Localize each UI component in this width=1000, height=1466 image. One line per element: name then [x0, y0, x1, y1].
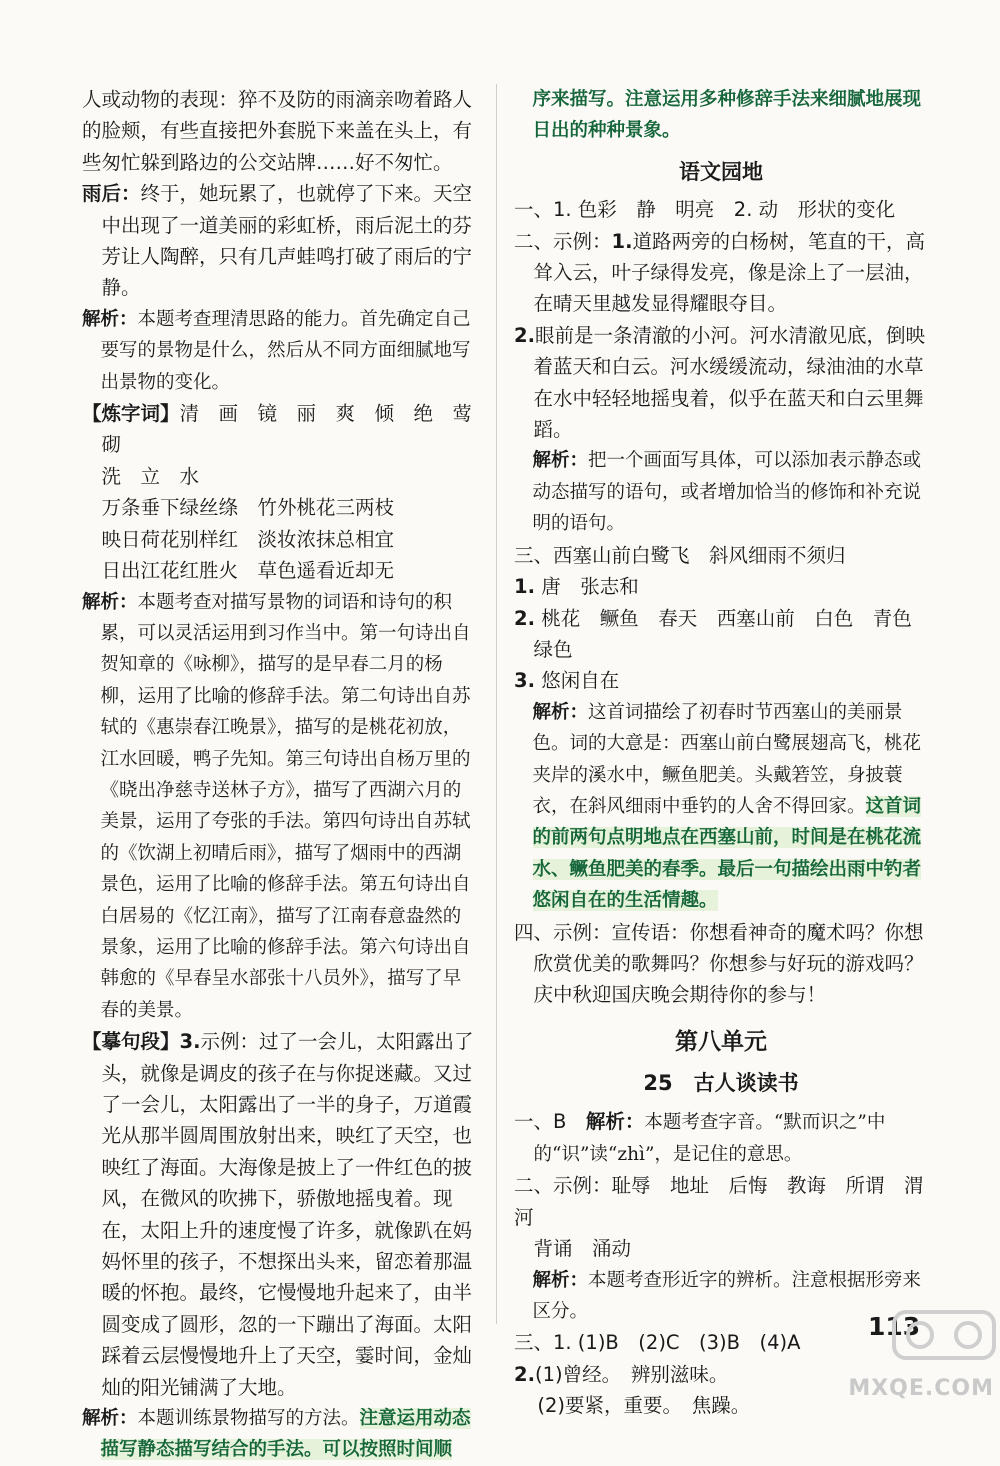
answer-paragraph [514, 320, 928, 446]
poem-line: 日出江花红胜火 草色遥看近却无 [101, 559, 395, 583]
watermark-logo [848, 1306, 1000, 1407]
answer-head: 二、示例： [514, 229, 612, 253]
answer-paragraph: 人或动物的表现：猝不及防的雨滴亲吻着路人的脸颊，有些直接把外套脱下来盖在头上，有些匆忙躲到路边的公交站牌……好不匆忙。 [82, 88, 473, 174]
answer-text: 眼前是一条清澈的小河。河水清澈见底，倒映着蓝天和白云。河水缓缓流动，绿油油的水草在水中轻轻地摇曳着，似乎在蓝天和白云里舞蹈。 [533, 323, 925, 442]
answer-line: 二、示例：耻辱 地址 后悔 教诲 所谓 渭河 [514, 1174, 924, 1229]
label-yuhou: 雨后： [82, 182, 141, 206]
analysis-label: 解析： [82, 308, 138, 330]
answer-text: 唐 张志和 [541, 575, 639, 599]
analysis-label: 解析： [82, 1408, 138, 1430]
answer-line: 三、西塞山前白鹭飞 斜风细雨不须归 [514, 543, 846, 567]
poem-line: 映日荷花别样红 淡妆浓抹总相宜 [101, 527, 395, 551]
analysis-label: 解析： [82, 591, 138, 613]
analysis-text: 本题考查理清思路的能力。首先确定自己要写的景物是什么，然后从不同方面细腻地写出景物的变化。 [100, 308, 471, 393]
answer-paragraph [82, 178, 478, 304]
answer-text: 悠闲自在 [541, 669, 620, 693]
analysis-paragraph [514, 445, 928, 539]
mojuduan-text: 示例：过了一会儿，太阳露出了头，就像是调皮的孩子在与你捉迷藏。又过了一会儿，太阳露出了一半的身子，万道霞光从那半圆周围放射出来，映红了天空，也映红了海面。大海像是披上了一件红色的披风，在微风的吹拂下，骄傲地摇曳着。现在，太阳上升的速度慢了许多，就像趴在妈妈怀里的孩子，不想探出头来，留恋着那温暖的怀抱。最终，它慢慢地升起来了，由半圆变成了圆形，忽的一下蹦出了海面。太阳踩着云层慢慢地升上了天空，霎时间，金灿灿的阳光铺满了大地。 [101, 1030, 474, 1399]
answer-text: 道路两旁的白杨树，笔直的干，高耸入云，叶子绿得发亮，像是涂上了一层油，在晴天里越发显得耀眼夺目。 [533, 229, 926, 316]
left-column [82, 84, 492, 1466]
answer-paragraph: 四、示例：宣传语：你想看神奇的魔术吗？你想欣赏优美的歌舞吗？你想参与好玩的游戏吗？庆中秋迎国庆晚会期待你的参与！ [514, 920, 924, 1007]
lianzici-line: 清 画 镜 丽 爽 倾 绝 莺 砌 [101, 402, 492, 457]
analysis-paragraph [82, 587, 478, 1027]
analysis-text: 这首词描绘了初春时节西塞山的美丽景色。词的大意是：西塞山前白鹭展翅高飞，桃花夹岸的溪水中，鳜鱼肥美。头戴箬笠，身披蓑衣，在斜风细雨中垂钓的人舍不得回家。 [532, 701, 922, 817]
highlighted-text: 注意运用动态描写静态描写结合的手法。可以按照时间顺 [100, 1408, 471, 1461]
answer-line [514, 665, 928, 696]
item-number: 2. [514, 606, 535, 630]
watermark-text: MXQE.COM [848, 1376, 994, 1401]
lianzici-line: 洗 立 水 [101, 464, 200, 488]
item-number: 3. [179, 1030, 201, 1054]
poem-line: 万条垂下绿丝绦 竹外桃花三两枝 [101, 496, 395, 520]
column-divider [496, 84, 497, 1324]
item-number: 3. [514, 669, 535, 693]
item-number: 2. [514, 323, 535, 347]
analysis-text: 本题考查字音。“默而识之”中的“识”读“zhì”，是记住的意思。 [533, 1111, 886, 1165]
analysis-label: 解析： [532, 450, 589, 472]
analysis-text: 本题训练景物描写的方法。 [137, 1408, 360, 1430]
answer-head: 一、B [514, 1109, 586, 1133]
watermark-icon [890, 1306, 1000, 1366]
analysis-label: 解析： [585, 1109, 645, 1133]
right-column [514, 84, 928, 1422]
answer-line: (2)要紧，重要。 焦躁。 [537, 1394, 751, 1418]
answer-line: 三、1. (1)B (2)C (3)B (4)A [514, 1331, 801, 1355]
analysis-text: 本题考查对描写景物的词语和诗句的积累，可以灵活运用到习作当中。第一句诗出自贺知章的《咏柳》，描写的是早春二月的杨柳，运用了比喻的修辞手法。第二句诗出自苏轼的《惠崇春江晚景》，描写的是桃花初放，江水回暖，鸭子先知。第三句诗出自杨万里的《晓出净慈寺送林子方》，描写了西湖六月的美景，运用了夸张的手法。第四句诗出自苏轼的《饮湖上初晴后雨》，描写了烟雨中的西湖景色，运用了比喻的修辞手法。第五句诗出自白居易的《忆江南》，描写了江南春意盎然的景象，运用了比喻的修辞手法。第六句诗出自韩愈的《早春呈水部张十八员外》，描写了早春的美景。 [100, 591, 471, 1021]
lianzici-label: 【炼字词】 [82, 402, 180, 426]
analysis-text: 本题考查形近字的辨析。注意根据形旁来区分。 [532, 1269, 922, 1323]
lesson-title: 25 古人谈读书 [643, 1071, 799, 1096]
answer-line [514, 603, 928, 634]
analysis-paragraph [82, 304, 478, 398]
answer-paragraph [514, 1106, 928, 1171]
answer-line: 背诵 涌动 [533, 1237, 632, 1261]
analysis-paragraph [514, 697, 928, 917]
answer-line: 绿色 [533, 637, 573, 661]
answer-line: 一、1. 色彩 静 明亮 2. 动 形状的变化 [514, 198, 896, 222]
answer-line [514, 571, 928, 602]
highlighted-text: 这首词的前两句点明地点在西塞山前，时间是在桃花流水、鳜鱼肥美的春季。最后一句描绘出雨中钓者悠闲自在的生活情趣。 [532, 795, 922, 912]
analysis-label: 解析： [532, 701, 589, 723]
item-number: 1. [514, 575, 535, 599]
analysis-continued [514, 84, 928, 147]
page-number: 113 [868, 1312, 921, 1341]
analysis-label: 解析： [532, 1269, 589, 1291]
lianzici-section [82, 398, 492, 461]
highlighted-text: 序来描写。注意运用多种修辞手法来细腻地展现日出的种种景象。 [532, 89, 922, 142]
answer-text: 终于，她玩累了，也就停了下来。天空中出现了一道美丽的彩虹桥，雨后泥土的芬芳让人陶醉，只有几声蛙鸣打破了雨后的宁静。 [101, 182, 473, 300]
mojuduan-label: 【摹句段】 [82, 1030, 180, 1054]
analysis-paragraph [82, 1403, 478, 1466]
mojuduan-section [82, 1026, 478, 1403]
unit-title: 第八单元 [675, 1028, 767, 1055]
answer-text: 桃花 鳜鱼 春天 西塞山前 白色 青色 [541, 606, 912, 630]
item-number: 2. [514, 1362, 535, 1386]
section-title: 语文园地 [679, 159, 763, 184]
analysis-text: 把一个画面写具体，可以添加表示静态或动态描写的语句，或者增加恰当的修饰和补充说明的语句。 [532, 450, 922, 535]
analysis-paragraph [514, 1265, 928, 1328]
answer-text: (1)曾经。 辨别滋味。 [534, 1362, 729, 1386]
item-number: 1. [611, 229, 633, 253]
answer-paragraph [514, 226, 928, 320]
